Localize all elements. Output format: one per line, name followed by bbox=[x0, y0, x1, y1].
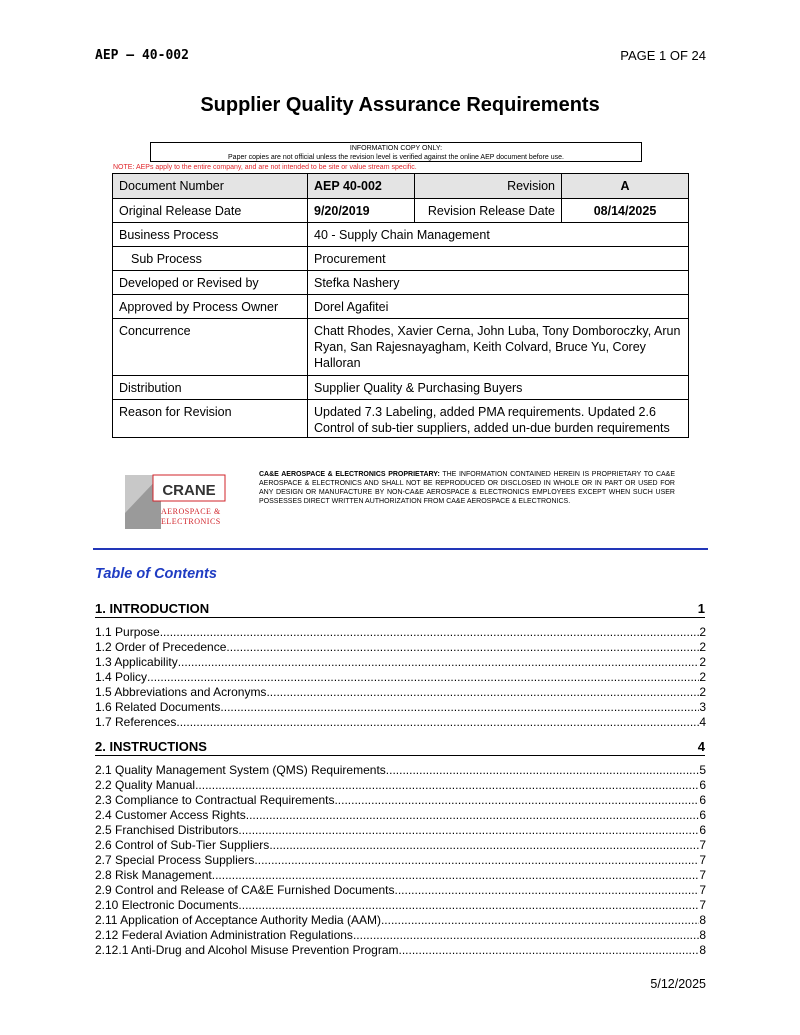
toc-leader-dots bbox=[381, 913, 699, 928]
toc-entry[interactable] bbox=[95, 883, 706, 898]
toc-entry-page: 4 bbox=[699, 715, 706, 729]
toc-entry-page: 7 bbox=[699, 898, 706, 912]
sub-process-value: Procurement bbox=[308, 247, 689, 271]
toc-leader-dots bbox=[266, 685, 699, 700]
toc-entry-label: 1.6 Related Documents bbox=[95, 700, 221, 714]
toc-entry[interactable] bbox=[95, 763, 706, 778]
toc-section-instructions[interactable] bbox=[95, 739, 705, 756]
toc-entry-page: 6 bbox=[699, 823, 706, 837]
information-copy-box bbox=[150, 142, 642, 162]
document-control-table bbox=[112, 173, 689, 438]
toc-entry-label: 2.10 Electronic Documents bbox=[95, 898, 239, 912]
toc-leader-dots bbox=[395, 883, 700, 898]
toc-leader-dots bbox=[238, 898, 699, 913]
proprietary-body: THE INFORMATION CONTAINED HEREIN IS PROPRIETARY TO CA&E AEROSPACE & ELECTRONICS AND SHALL NOT BE REPRODUCED OR DISCLOSED IN WHOLE OR IN PART OR USED FOR ANY DESIGN OR MANUFACTURE BY NON-CA&E AEROSPACE & ELECTRONICS EMPLOYEES EXCEPT WHEN SUCH USER POSSESSES DIRECT WRITTEN AUTHORIZATION FROM CA&E AEROSPACE & ELECTRONICS. bbox=[259, 471, 676, 505]
orig-release-label: Original Release Date bbox=[113, 199, 308, 223]
document-title: Supplier Quality Assurance Requirements bbox=[200, 94, 600, 116]
toc-leader-dots bbox=[399, 943, 700, 958]
logo-line-1: AEROSPACE & bbox=[161, 507, 221, 516]
toc-entry-page: 8 bbox=[699, 928, 706, 942]
toc-section-page: 4 bbox=[697, 739, 705, 754]
toc-entry-page: 3 bbox=[699, 700, 706, 714]
toc-leader-dots bbox=[334, 793, 699, 808]
page-number-header: PAGE 1 OF 24 bbox=[620, 48, 706, 63]
toc-leader-dots bbox=[220, 700, 699, 715]
toc-entry-label: 1.4 Policy bbox=[95, 670, 148, 684]
toc-leader-dots bbox=[254, 853, 699, 868]
toc-entry[interactable] bbox=[95, 625, 706, 640]
toc-entry-label: 2.2 Quality Manual bbox=[95, 778, 196, 792]
scope-note: NOTE: AEPs apply to the entire company, and are not intended to be site or value stream specific. bbox=[113, 164, 417, 171]
toc-entry[interactable] bbox=[95, 670, 706, 685]
footer-date: 5/12/2025 bbox=[650, 977, 706, 991]
toc-entry-page: 8 bbox=[699, 913, 706, 927]
toc-entry[interactable] bbox=[95, 853, 706, 868]
revision-value: A bbox=[562, 174, 689, 199]
toc-entry-label: 2.12 Federal Aviation Administration Regulations bbox=[95, 928, 353, 942]
toc-section-label: 2. INSTRUCTIONS bbox=[95, 739, 207, 754]
business-process-value: 40 - Supply Chain Management bbox=[308, 223, 689, 247]
toc-entry-page: 2 bbox=[699, 625, 706, 639]
toc-leader-dots bbox=[353, 928, 699, 943]
toc-entry-page: 7 bbox=[699, 838, 706, 852]
toc-entry-label: 2.9 Control and Release of CA&E Furnished Documents bbox=[95, 883, 395, 897]
logo-word: CRANE bbox=[162, 482, 216, 499]
toc-title: Table of Contents bbox=[95, 566, 217, 582]
toc-entry[interactable] bbox=[95, 715, 706, 730]
crane-logo bbox=[125, 473, 235, 529]
rev-release-value: 08/14/2025 bbox=[562, 199, 689, 223]
toc-entry-label: 1.5 Abbreviations and Acronyms bbox=[95, 685, 267, 699]
approved-value: Dorel Agafitei bbox=[308, 295, 689, 319]
toc-leader-dots bbox=[386, 763, 700, 778]
toc-entry[interactable] bbox=[95, 928, 706, 943]
approved-label: Approved by Process Owner bbox=[113, 295, 308, 319]
toc-entry[interactable] bbox=[95, 823, 706, 838]
toc-entry-label: 2.7 Special Process Suppliers bbox=[95, 853, 255, 867]
toc-entry[interactable] bbox=[95, 793, 706, 808]
toc-entry-label: 2.8 Risk Management bbox=[95, 868, 212, 882]
toc-leader-dots bbox=[226, 640, 699, 655]
toc-entry-page: 6 bbox=[699, 778, 706, 792]
toc-entry[interactable] bbox=[95, 808, 706, 823]
toc-entry[interactable] bbox=[95, 778, 706, 793]
concurrence-value: Chatt Rhodes, Xavier Cerna, John Luba, Tony Domboroczky, Arun Ryan, San Rajesnayagham, Keith Colvard, Bruce Yu, Corey Halloran bbox=[308, 319, 689, 376]
toc-leader-dots bbox=[195, 778, 699, 793]
sub-process-label: Sub Process bbox=[113, 247, 308, 271]
toc-entry[interactable] bbox=[95, 655, 706, 670]
toc-entry-label: 1.3 Applicability bbox=[95, 655, 178, 669]
toc-entry-label: 2.3 Compliance to Contractual Requirements bbox=[95, 793, 335, 807]
orig-release-value: 9/20/2019 bbox=[308, 199, 415, 223]
toc-section-introduction[interactable] bbox=[95, 601, 705, 618]
toc-leader-dots bbox=[178, 655, 700, 670]
toc-entry-page: 2 bbox=[699, 655, 706, 669]
toc-entry-page: 7 bbox=[699, 868, 706, 882]
toc-entry[interactable] bbox=[95, 685, 706, 700]
toc-entry-page: 7 bbox=[699, 883, 706, 897]
developed-label: Developed or Revised by bbox=[113, 271, 308, 295]
toc-entry-page: 6 bbox=[699, 793, 706, 807]
divider-rule bbox=[93, 548, 708, 550]
toc-leader-dots bbox=[160, 625, 700, 640]
toc-entry[interactable] bbox=[95, 913, 706, 928]
toc-entry[interactable] bbox=[95, 868, 706, 883]
doc-number-label: Document Number bbox=[113, 174, 308, 199]
toc-entry-label: 2.1 Quality Management System (QMS) Requirements bbox=[95, 763, 386, 777]
toc-entry[interactable] bbox=[95, 640, 706, 655]
toc-leader-dots bbox=[147, 670, 699, 685]
reason-label: Reason for Revision bbox=[113, 400, 308, 438]
document-id-header: AEP – 40-002 bbox=[95, 48, 189, 63]
toc-entry-label: 1.7 References bbox=[95, 715, 177, 729]
toc-leader-dots bbox=[212, 868, 700, 883]
toc-leader-dots bbox=[238, 823, 699, 838]
doc-number-value: AEP 40-002 bbox=[308, 174, 415, 199]
logo-line-2: ELECTRONICS bbox=[161, 517, 221, 526]
info-line-2: Paper copies are not official unless the revision level is verified against the online AEP document before use. bbox=[228, 154, 564, 161]
toc-leader-dots bbox=[269, 838, 699, 853]
toc-entry-page: 2 bbox=[699, 670, 706, 684]
toc-entry-label: 2.5 Franchised Distributors bbox=[95, 823, 239, 837]
toc-entry-label: 2.12.1 Anti-Drug and Alcohol Misuse Prevention Program bbox=[95, 943, 399, 957]
developed-value: Stefka Nashery bbox=[308, 271, 689, 295]
toc-entry[interactable] bbox=[95, 700, 706, 715]
toc-entry-label: 1.1 Purpose bbox=[95, 625, 160, 639]
concurrence-label: Concurrence bbox=[113, 319, 308, 376]
toc-entry-page: 2 bbox=[699, 640, 706, 654]
info-line-1: INFORMATION COPY ONLY: bbox=[349, 145, 443, 152]
toc-leader-dots bbox=[176, 715, 699, 730]
distribution-label: Distribution bbox=[113, 376, 308, 400]
toc-entry-label: 2.6 Control of Sub-Tier Suppliers bbox=[95, 838, 270, 852]
business-process-label: Business Process bbox=[113, 223, 308, 247]
toc-entry-label: 2.4 Customer Access Rights bbox=[95, 808, 246, 822]
toc-entry-page: 5 bbox=[699, 763, 706, 777]
proprietary-notice bbox=[259, 470, 675, 506]
proprietary-lead: CA&E AEROSPACE & ELECTRONICS PROPRIETARY: bbox=[259, 471, 440, 478]
toc-entry-page: 7 bbox=[699, 853, 706, 867]
toc-section-label: 1. INTRODUCTION bbox=[95, 601, 210, 616]
revision-label: Revision bbox=[415, 174, 562, 199]
reason-value: Updated 7.3 Labeling, added PMA requirements. Updated 2.6 Control of sub-tier suppliers, added un-due burden requirements bbox=[308, 400, 689, 438]
toc-entry-label: 2.11 Application of Acceptance Authority Media (AAM) bbox=[95, 913, 381, 927]
distribution-value: Supplier Quality & Purchasing Buyers bbox=[308, 376, 689, 400]
toc-section-page: 1 bbox=[697, 601, 705, 616]
toc-entry-label: 1.2 Order of Precedence bbox=[95, 640, 227, 654]
toc-entry[interactable] bbox=[95, 943, 706, 958]
toc-entry[interactable] bbox=[95, 898, 706, 913]
toc-entry-page: 2 bbox=[699, 685, 706, 699]
toc-entry[interactable] bbox=[95, 838, 706, 853]
toc-leader-dots bbox=[246, 808, 700, 823]
rev-release-label: Revision Release Date bbox=[415, 199, 562, 223]
toc-entry-page: 6 bbox=[699, 808, 706, 822]
toc-entry-page: 8 bbox=[699, 943, 706, 957]
